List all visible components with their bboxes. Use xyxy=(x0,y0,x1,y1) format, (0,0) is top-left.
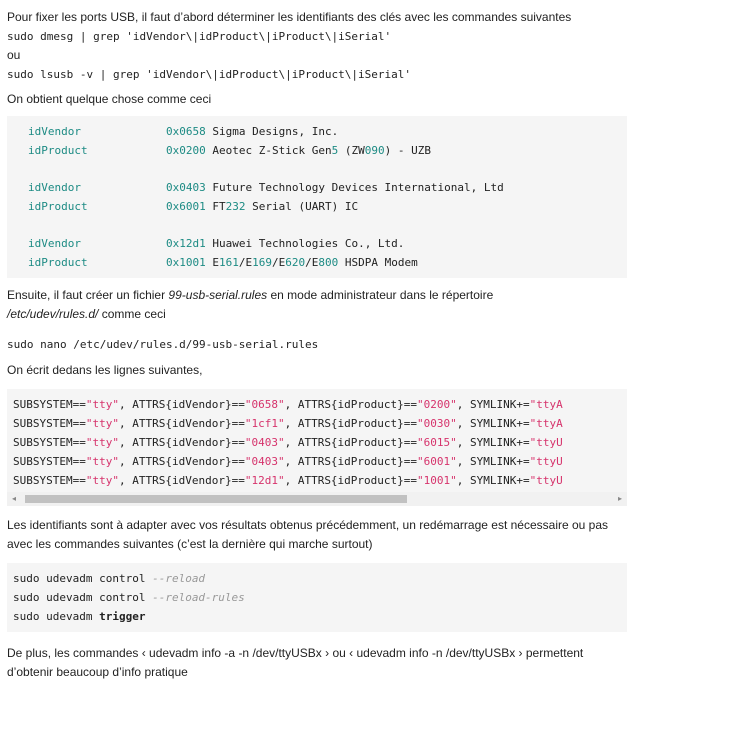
device-vendor-row xyxy=(28,178,627,197)
vendor-key: idVendor xyxy=(28,125,81,138)
udev-rule-line: SUBSYSTEM=="tty", ATTRS{idVendor}=="0403", ATTRS{idProduct}=="6015", SYMLINK+="ttyU xyxy=(13,436,563,449)
rules-filename: 99-usb-serial.rules xyxy=(168,288,268,302)
product-desc-segment: 5 xyxy=(331,144,339,157)
scroll-left-arrow-icon[interactable]: ◂ xyxy=(12,494,17,503)
product-desc-segment: /E xyxy=(238,256,253,269)
adapt-paragraph: Les identifiants sont à adapter avec vos résultats obtenus précédemment, un redémarrage est nécessaire ou pas avec les commandes suivantes (c’est la dernière qui marche surtout) xyxy=(7,518,609,551)
rules-lines xyxy=(13,395,627,490)
udevadm-reload-rules-line: sudo udevadm control --reload-rules xyxy=(13,591,245,604)
product-desc-segment: 169 xyxy=(252,256,272,269)
product-desc-segment: HSDPA Modem xyxy=(338,256,418,269)
product-desc-segment: 800 xyxy=(318,256,339,269)
rules-code-block xyxy=(7,389,627,492)
vendor-hex: 0x0403 xyxy=(166,181,206,194)
vendor-name: Huawei Technologies Co., Ltd. xyxy=(205,237,405,250)
intro-paragraph: Pour fixer les ports USB, il faut d’abord déterminer les identifiants des clés avec les commandes suivantes xyxy=(7,10,572,24)
product-desc-segment: ) - UZB xyxy=(384,144,431,157)
udev-rule-line: SUBSYSTEM=="tty", ATTRS{idVendor}=="0403", ATTRS{idProduct}=="6001", SYMLINK+="ttyU xyxy=(13,455,563,468)
device-product-row xyxy=(28,253,627,272)
vendor-value: "0403" xyxy=(244,455,285,468)
product-key: idProduct xyxy=(28,256,88,269)
subsystem-value: "tty" xyxy=(85,455,119,468)
device-output-block xyxy=(7,116,627,278)
symlink-value: "ttyU xyxy=(529,455,563,468)
create-file-paragraph xyxy=(7,286,627,324)
final-paragraph: De plus, les commandes ‹ udevadm info -a -n /dev/ttyUSBx › ou ‹ udevadm info -n /dev/ttyUSBx › permettent d’obtenir beaucoup d’info pratique xyxy=(7,646,584,679)
udev-rule-line: SUBSYSTEM=="tty", ATTRS{idVendor}=="12d1", ATTRS{idProduct}=="1001", SYMLINK+="ttyU xyxy=(13,474,563,487)
vendor-value: "0403" xyxy=(244,436,285,449)
product-desc-segment: E xyxy=(205,256,219,269)
device-product-row xyxy=(28,197,627,216)
vendor-value: "0658" xyxy=(244,398,285,411)
product-desc-segment: /E xyxy=(305,256,319,269)
product-desc-segment: Serial (UART) IC xyxy=(245,200,359,213)
create-text-3: comme ceci xyxy=(98,307,166,321)
symlink-value: "ttyU xyxy=(529,474,563,487)
vendor-value: "12d1" xyxy=(244,474,285,487)
product-value: "6015" xyxy=(417,436,457,449)
product-desc-segment: FT xyxy=(205,200,226,213)
product-hex: 0x0200 xyxy=(166,144,206,157)
create-text-1: Ensuite, il faut créer un fichier xyxy=(7,288,169,302)
symlink-value: "ttyU xyxy=(529,436,563,449)
vendor-name: Sigma Designs, Inc. xyxy=(205,125,339,138)
create-text-2: en mode administrateur dans le répertoire xyxy=(267,288,494,302)
device-separator xyxy=(28,216,627,234)
product-value: "0030" xyxy=(417,417,457,430)
symlink-value: "ttyA xyxy=(529,417,563,430)
product-desc-segment: /E xyxy=(272,256,286,269)
lsusb-command: sudo lsusb -v | grep 'idVendor\|idProduct\|iProduct\|iSerial' xyxy=(7,68,411,81)
product-hex: 0x1001 xyxy=(166,256,206,269)
write-paragraph: On écrit dedans les lignes suivantes, xyxy=(7,363,203,377)
subsystem-value: "tty" xyxy=(85,398,119,411)
nano-command: sudo nano /etc/udev/rules.d/99-usb-serial.rules xyxy=(7,338,319,351)
vendor-key: idVendor xyxy=(28,181,81,194)
device-vendor-row xyxy=(28,234,627,253)
udevadm-trigger-line: sudo udevadm trigger xyxy=(13,610,146,623)
obtain-paragraph: On obtient quelque chose comme ceci xyxy=(7,92,212,106)
product-desc-segment: 620 xyxy=(285,256,306,269)
device-list xyxy=(28,122,627,272)
rules-directory: /etc/udev/rules.d/ xyxy=(7,307,99,321)
product-desc-segment: Aeotec Z-Stick Gen xyxy=(205,144,332,157)
udev-rule-line: SUBSYSTEM=="tty", ATTRS{idVendor}=="0658", ATTRS{idProduct}=="0200", SYMLINK+="ttyA xyxy=(13,398,563,411)
horizontal-scrollbar[interactable] xyxy=(7,492,627,506)
product-desc-segment: 232 xyxy=(225,200,246,213)
subsystem-value: "tty" xyxy=(85,474,119,487)
udevadm-reload-line: sudo udevadm control --reload xyxy=(13,572,206,585)
subsystem-value: "tty" xyxy=(85,417,119,430)
device-vendor-row xyxy=(28,122,627,141)
scrollbar-thumb[interactable] xyxy=(25,495,407,503)
dmesg-command: sudo dmesg | grep 'idVendor\|idProduct\|iProduct\|iSerial' xyxy=(7,30,392,43)
vendor-value: "1cf1" xyxy=(244,417,285,430)
or-text: ou xyxy=(7,48,21,62)
product-value: "6001" xyxy=(417,455,457,468)
subsystem-value: "tty" xyxy=(85,436,119,449)
vendor-key: idVendor xyxy=(28,237,81,250)
vendor-hex: 0x12d1 xyxy=(166,237,206,250)
product-value: "0200" xyxy=(417,398,457,411)
product-key: idProduct xyxy=(28,144,88,157)
product-desc-segment: 161 xyxy=(219,256,239,269)
product-desc-segment: 090 xyxy=(364,144,385,157)
vendor-name: Future Technology Devices International, Ltd xyxy=(205,181,504,194)
product-key: idProduct xyxy=(28,200,88,213)
udevadm-code-block xyxy=(7,563,627,632)
device-separator xyxy=(28,160,627,178)
vendor-hex: 0x0658 xyxy=(166,125,206,138)
scroll-right-arrow-icon[interactable]: ▸ xyxy=(617,494,622,503)
symlink-value: "ttyA xyxy=(529,398,563,411)
product-desc-segment: (ZW xyxy=(338,144,365,157)
product-hex: 0x6001 xyxy=(166,200,206,213)
udev-rule-line: SUBSYSTEM=="tty", ATTRS{idVendor}=="1cf1", ATTRS{idProduct}=="0030", SYMLINK+="ttyA xyxy=(13,417,563,430)
device-product-row xyxy=(28,141,627,160)
product-value: "1001" xyxy=(417,474,457,487)
